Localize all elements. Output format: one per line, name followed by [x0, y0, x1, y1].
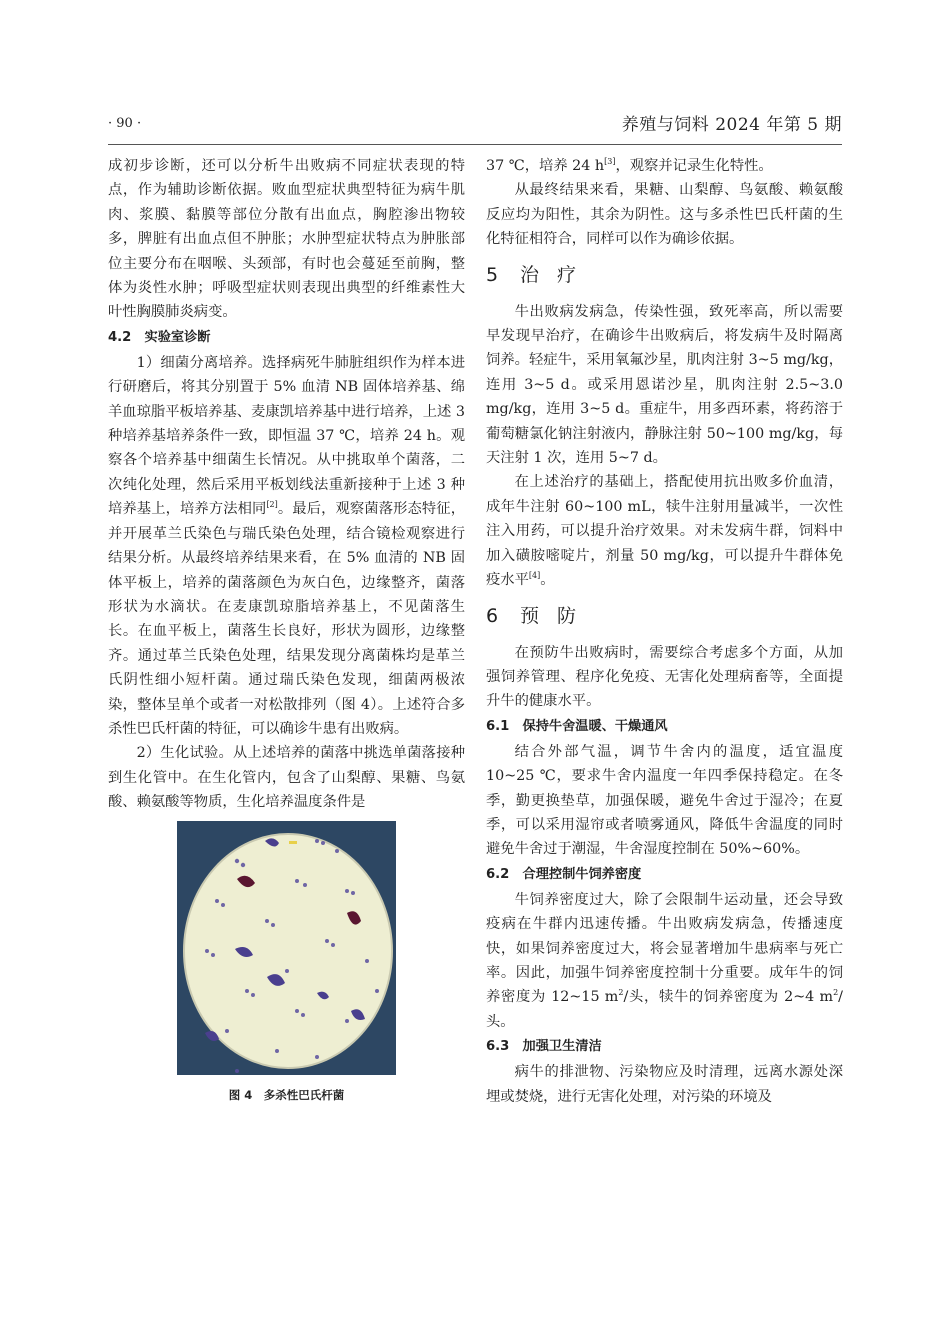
paragraph-culture: 1）细菌分离培养。选择病死牛肺脏组织作为样本进行研磨后，将其分别置于 5% 血清 NB 固体培养基、绵羊血琼脂平板培养基、麦康凯培养基中进行培养，上述 3 种培养基培养条件一致，即恒温 37 ℃，培养 24 h。观察各个培养基中细菌生长情况。从中挑取单个菌落，二次纯化处理，然后采用平板划线法重新接种于上述 3 种培养基上，培养方法相同[2]。最后，观察菌落形态特征，并开展革兰氏染色与瑞氏染色处理，结合镜检观察进行结果分析。从最终培养结果来看，在 5% 血清的 NB 固体平板上，培养的菌落颜色为灰白色，边缘整齐，菌落形状为水滴状。在麦康凯琼脂培养基上，不见菌落生长。在血平板上，菌落生长良好，形状为圆形，边缘整齐。通过革兰氏染色处理，结果发现分离菌株均是革兰氏阴性细小短杆菌。通过瑞氏染色发现，细菌两极浓染，整体呈单个或者一对松散排列（图 4）。上述符合多杀性巴氏杆菌的特征，可以确诊牛患有出败病。	[108, 354, 466, 737]
paragraph: 病牛的排泄物、污染物应及时清理，远离水源处深埋或焚烧，进行无害化处理，对污染的环境及	[486, 1064, 843, 1105]
page-number: · 90 ·	[108, 116, 142, 131]
header-rule	[108, 144, 842, 145]
subsection-heading-6-2: 6.2 合理控制牛饲养密度	[486, 866, 642, 882]
subsection-heading-6-3: 6.3 加强卫生清洁	[486, 1039, 602, 1055]
paragraph: 成初步诊断，还可以分析牛出败病不同症状表现的特点，作为辅助诊断依据。败血型症状典型特征为病牛肌肉、浆膜、黏膜等部位分散有出血点，胸腔渗出物较多，脾脏有出血点但不肿胀；水肿型症状特点为肿胀部位主要分布在咽喉、头颈部，有时也会蔓延至前胸，整体为炎性水肿；呼吸型症状则表现出典型的纤维素性大叶性胸膜肺炎病变。	[108, 158, 465, 321]
subsection-heading-4-2: 4.2 实验室诊断	[108, 329, 211, 345]
paragraph: 37 ℃，培养 24 h[3]，观察并记录生化特性。	[486, 157, 773, 174]
citation[interactable]: [2]	[266, 500, 278, 510]
journal-title: 养殖与饲料 2024 年第 5 期	[621, 115, 842, 135]
figure-4	[108, 821, 465, 1103]
paragraph-treatment: 牛出败病发病急，传染性强，致死率高，所以需要早发现早治疗，在确诊牛出败病后，将发病牛及时隔离饲养。轻症牛，采用氧氟沙星，肌肉注射 3~5 mg/kg，连用 3~5 d。或采用恩诺沙星，肌肉注射 2.5~3.0 mg/kg，连用 3~5 d。重症牛，用多西环素，将药溶于葡萄糖氯化钠注射液内，静脉注射 50~100 mg/kg，每天注射 1 次，连用 5~7 d。	[486, 303, 843, 467]
page-header	[108, 108, 842, 142]
paragraph-serum: 在上述治疗的基础上，搭配使用抗出败多价血清，成年牛注射 60~100 mL，犊牛注射用量减半，一次性注入用药，可以提升治疗效果。对未发病牛群，饲料中加入磺胺嘧啶片，剂量 50 mg/kg，可以提升牛群体免疫水平[4]。	[486, 474, 843, 589]
figure-caption: 图 4 多杀性巴氏杆菌	[228, 1087, 345, 1102]
paragraph-biochem: 2）生化试验。从上述培养的菌落中挑选单菌落接种到生化管中。在生化管内，包含了山梨醇、果糖、鸟氨酸、赖氨酸等物质，生化培养温度条件是	[108, 745, 465, 811]
paragraph: 从最终结果来看，果糖、山梨醇、鸟氨酸、赖氨酸反应均为阳性，其余为阴性。这与多杀性巴氏杆菌的生化特征相符合，同样可以作为确诊依据。	[486, 182, 843, 248]
paragraph-density: 牛饲养密度过大，除了会限制牛运动量，还会导致疫病在牛群内迅速传播。牛出败病发病急，传播速度快，如果饲养密度过大，将会显著增加牛患病率与死亡率。因此，加强牛饲养密度控制十分重要。成年牛的饲养密度为 12~15 $m^2/$头，犊牛的饲养密度为 2~4 $m^2/$头。	[486, 891, 843, 1030]
left-column	[108, 154, 465, 1103]
subsection-heading-6-1: 6.1 保持牛舍温暖、干燥通风	[486, 718, 668, 734]
citation[interactable]: [4]	[528, 571, 541, 581]
section-heading-6: 6 预防	[486, 604, 595, 627]
petri-dish-image	[177, 821, 396, 1075]
citation[interactable]: [3]	[604, 157, 616, 167]
section-heading-5: 5 治疗	[486, 263, 595, 286]
right-column	[486, 154, 843, 1109]
paragraph: 结合外部气温，调节牛舍内的温度，适宜温度 10~25 ℃，要求牛舍内温度一年四季保持稳定。在冬季，勤更换垫草，加强保暖，避免牛舍过于湿冷；在夏季，可以采用湿帘或者喷雾通风，降低牛舍温度的同时避免牛舍过于潮湿，牛舍湿度控制在 50%~60%。	[486, 743, 843, 858]
paragraph-prevention: 在预防牛出败病时，需要综合考虑多个方面，从加强饲养管理、程序化免疫、无害化处理病畜等，全面提升牛的健康水平。	[486, 644, 843, 710]
